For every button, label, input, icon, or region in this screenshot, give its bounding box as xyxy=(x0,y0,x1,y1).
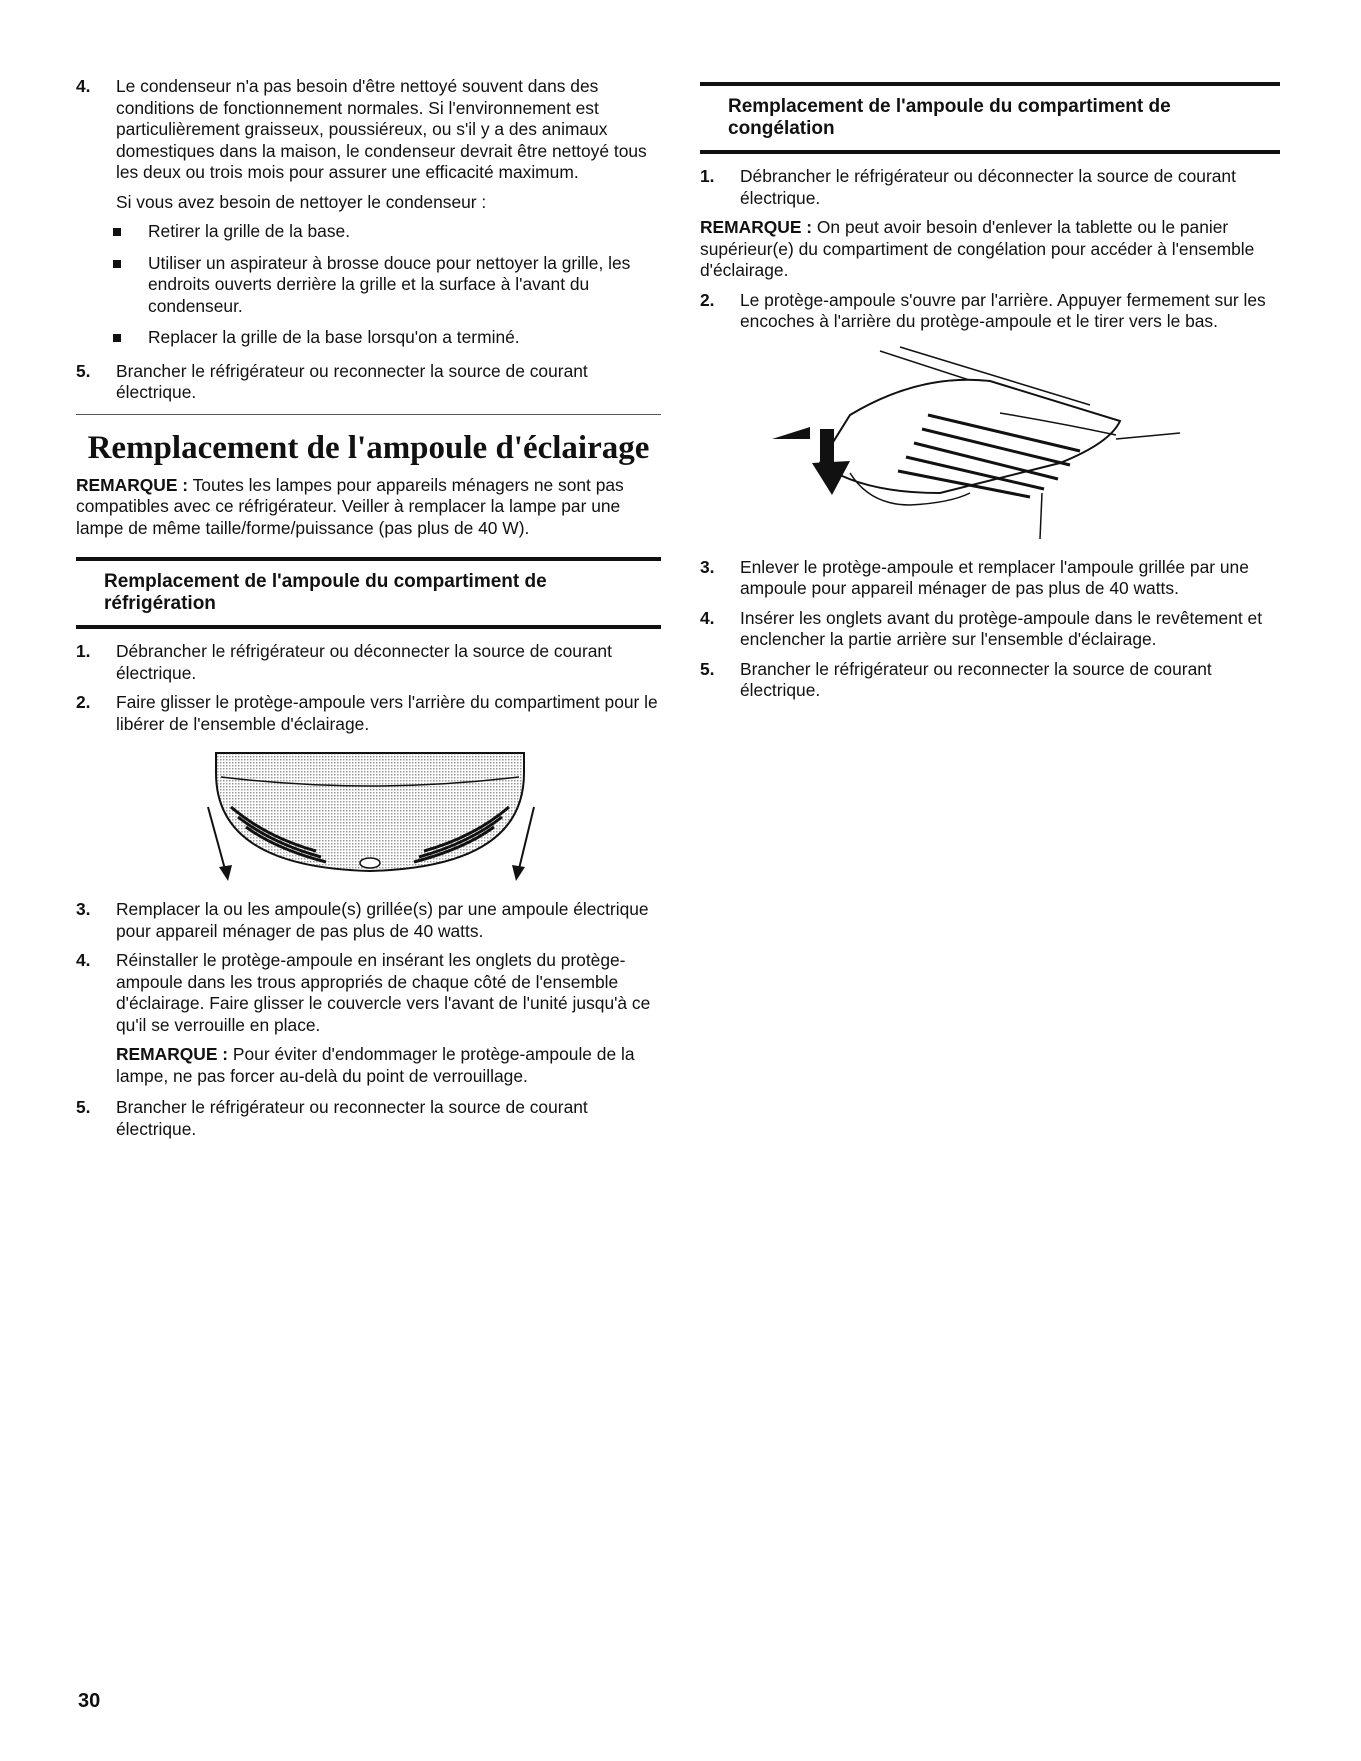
freezer-note xyxy=(700,217,1280,282)
freezer-light-shield-illustration xyxy=(700,343,1280,543)
section-note xyxy=(76,475,661,540)
refrigeration-step-2 xyxy=(76,692,661,735)
subhead-refrigeration: Remplacement de l'ampoule du compartiment de réfrigération xyxy=(76,557,661,629)
step-text: Faire glisser le protège-ampoule vers l'arrière du compartiment pour le libérer de l'ensemble d'éclairage. xyxy=(116,692,658,734)
step-number: 1. xyxy=(700,166,715,186)
right-column xyxy=(700,0,1280,702)
step-number: 2. xyxy=(76,692,91,712)
note-label: REMARQUE : xyxy=(76,474,189,495)
note-text: Pour éviter d'endommager le protège-ampoule de la lampe, ne pas forcer au-delà du point de verrouillage. xyxy=(116,1044,635,1086)
refrigerator-light-shield-illustration xyxy=(76,747,661,887)
step-text: Brancher le réfrigérateur ou reconnecter la source de courant électrique. xyxy=(116,1097,588,1139)
freezer-step-1 xyxy=(700,166,1280,209)
step-number: 3. xyxy=(76,899,91,919)
step-text: Débrancher le réfrigérateur ou déconnecter la source de courant électrique. xyxy=(116,641,612,683)
freezer-step-5 xyxy=(700,659,1280,702)
refrigeration-step-3 xyxy=(76,899,661,942)
freezer-step-2 xyxy=(700,290,1280,333)
step-number: 4. xyxy=(76,950,91,970)
bullet-square-icon xyxy=(113,334,121,342)
bullet-square-icon xyxy=(113,260,121,268)
refrigeration-step-5 xyxy=(76,1097,661,1140)
step-4-note xyxy=(76,1044,661,1087)
step-text: Insérer les onglets avant du protège-ampoule dans le revêtement et enclencher la partie arrière sur l'ensemble d'éclairage. xyxy=(740,607,1263,649)
bullet-text: Utiliser un aspirateur à brosse douce pour nettoyer la grille, les endroits ouverts derrière la grille et la surface à l'avant du condenseur. xyxy=(148,252,631,316)
step-number: 5. xyxy=(700,658,715,679)
bullet-item xyxy=(76,327,661,349)
page-number: 30 xyxy=(78,1690,101,1712)
bullet-item xyxy=(76,221,661,243)
step-text: Réinstaller le protège-ampoule en insérant les onglets du protège-ampoule dans les trous appropriés de chaque côté de l'ensemble d'éclairage. Faire glisser le couvercle vers l'avant de l'unité jusqu'à ce qu'il se verrouille en place. xyxy=(116,950,651,1035)
subhead-freezer: Remplacement de l'ampoule du compartiment de congélation xyxy=(700,82,1280,154)
step-text: Le protège-ampoule s'ouvre par l'arrière. Appuyer fermement sur les encoches à l'arrière du protège-ampoule et le tirer vers le bas. xyxy=(740,289,1266,331)
section-title: Remplacement de l'ampoule d'éclairage xyxy=(87,429,650,466)
bullet-text: Replacer la grille de la base lorsqu'on a terminé. xyxy=(148,327,520,347)
step-text: Brancher le réfrigérateur ou reconnecter la source de courant électrique. xyxy=(116,360,588,402)
step-text: Enlever le protège-ampoule et remplacer l'ampoule grillée par une ampoule pour appareil ménager de pas plus de 40 watts. xyxy=(740,556,1249,598)
step-text: Brancher le réfrigérateur ou reconnecter la source de courant électrique. xyxy=(740,658,1212,700)
refrigeration-step-4 xyxy=(76,950,661,1036)
step-number: 1. xyxy=(76,641,91,661)
note-text: On peut avoir besoin d'enlever la tablette ou le panier supérieur(e) du compartiment de congélation pour accéder à l'ensemble d'éclairage. xyxy=(700,217,1255,280)
step-number: 4. xyxy=(76,76,91,96)
step-text: Remplacer la ou les ampoule(s) grillée(s) par une ampoule électrique pour appareil ménager de pas plus de 40 watts. xyxy=(116,899,649,941)
intro-step-5 xyxy=(76,361,661,404)
freezer-step-3 xyxy=(700,557,1280,600)
section-divider xyxy=(76,414,661,415)
step-number: 2. xyxy=(700,289,715,310)
step-text: Débrancher le réfrigérateur ou déconnecter la source de courant électrique. xyxy=(740,166,1236,208)
left-column xyxy=(76,0,661,1140)
note-text: Toutes les lampes pour appareils ménagers ne sont pas compatibles avec ce réfrigérateur. Veiller à remplacer la lampe par une lampe de même taille/forme/puissance (pas plus de 40 W). xyxy=(76,474,624,538)
bullet-square-icon xyxy=(113,228,121,236)
intro-step-4 xyxy=(76,76,661,184)
note-label: REMARQUE : xyxy=(700,217,813,237)
bullet-text: Retirer la grille de la base. xyxy=(148,221,351,241)
step-number: 3. xyxy=(700,556,715,577)
step-number: 4. xyxy=(700,607,715,628)
freezer-step-4 xyxy=(700,608,1280,651)
step-number: 5. xyxy=(76,360,91,381)
step-text: Le condenseur n'a pas besoin d'être nettoyé souvent dans des conditions de fonctionnement normales. Si l'environnement est particulièrement graisseux, poussiéreux, ou s'il y a des animaux domestiques dans la maison, le condenseur devrait être nettoyé tous les deux ou trois mois pour assurer une efficacité maximum. xyxy=(116,76,647,182)
step-number: 5. xyxy=(76,1097,91,1117)
bullet-item xyxy=(76,253,661,318)
condenser-followup: Si vous avez besoin de nettoyer le condenseur : xyxy=(116,191,487,212)
note-label: REMARQUE : xyxy=(116,1044,229,1064)
refrigeration-step-1 xyxy=(76,641,661,684)
